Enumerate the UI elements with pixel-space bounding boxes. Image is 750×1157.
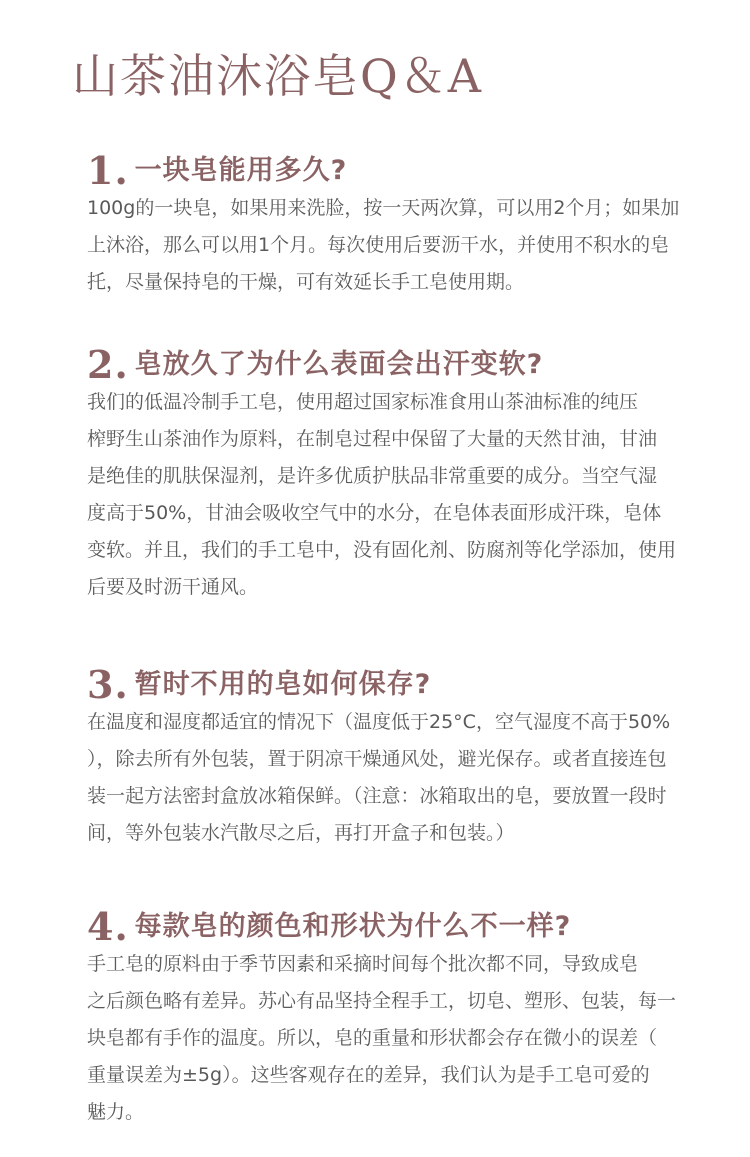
answer-line: 我们的低温冷制手工皂，使用超过国家标准食用山茶油标准的纯压: [87, 391, 639, 413]
answer-line: 重量误差为±5g）。这些客观存在的差异，我们认为是手工皂可爱的: [87, 1064, 650, 1086]
faq-item-3: [87, 654, 707, 852]
answer-line: 托，尽量保持皂的干燥，可有效延长手工皂使用期。: [87, 271, 525, 293]
faq-question-2: [87, 334, 707, 387]
faq-question-3: [87, 654, 707, 707]
faq-answer-3: [87, 704, 707, 852]
faq-answer-4: [87, 946, 707, 1131]
answer-line: 变软。并且，我们的手工皂中，没有固化剂、防腐剂等化学添加，使用: [87, 539, 677, 561]
faq-question-text: 一块皂能用多久?: [134, 155, 348, 186]
faq-question-text: 暂时不用的皂如何保存?: [134, 669, 432, 700]
faq-item-4: [87, 896, 707, 1131]
answer-line: 度高于50%，甘油会吸收空气中的水分，在皂体表面形成汗珠，皂体: [87, 502, 662, 524]
answer-line: 间，等外包装水汽散尽之后，再打开盒子和包装。）: [87, 822, 515, 844]
faq-number: 4.: [87, 904, 129, 949]
answer-line: 块皂都有手作的温度。所以，皂的重量和形状都会存在微小的误差（: [87, 1027, 658, 1049]
faq-question-1: [87, 140, 707, 193]
faq-item-1: [87, 140, 707, 301]
answer-line: 榨野生山茶油作为原料，在制皂过程中保留了大量的天然甘油，甘油: [87, 428, 658, 450]
faq-number: 2.: [87, 342, 129, 387]
answer-line: 100g的一块皂，如果用来洗脸，按一天两次算，可以用2个月；如果加: [87, 197, 680, 219]
answer-line: 之后颜色略有差异。苏心有品坚持全程手工，切皂、塑形、包装，每一: [87, 990, 677, 1012]
faq-question-text: 皂放久了为什么表面会出汗变软?: [134, 349, 544, 380]
page-title: 山茶油沐浴皂Q＆A: [72, 49, 483, 103]
answer-line: 上沐浴，那么可以用1个月。每次使用后要沥干水，并使用不积水的皂: [87, 234, 670, 256]
answer-line: 手工皂的原料由于季节因素和采摘时间每个批次都不同，导致成皂: [87, 953, 639, 975]
faq-question-4: [87, 896, 707, 949]
answer-line: 装一起方法密封盒放冰箱保鲜。（注意：冰箱取出的皂，要放置一段时: [87, 785, 667, 807]
answer-line: 魅力。: [87, 1101, 145, 1123]
answer-line: 在温度和湿度都适宜的情况下（温度低于25°C，空气湿度不高于50%: [87, 711, 671, 733]
answer-line: ），除去所有外包装，置于阴凉干燥通风处，避光保存。或者直接连包: [87, 748, 667, 770]
faq-number: 1.: [87, 148, 129, 193]
answer-line: 后要及时沥干通风。: [87, 576, 259, 598]
answer-line: 是绝佳的肌肤保湿剂，是许多优质护肤品非常重要的成分。当空气湿: [87, 465, 658, 487]
faq-question-text: 每款皂的颜色和形状为什么不一样?: [134, 911, 572, 942]
faq-answer-1: [87, 190, 707, 301]
faq-item-2: [87, 334, 707, 606]
faq-answer-2: [87, 384, 707, 606]
faq-number: 3.: [87, 662, 129, 707]
